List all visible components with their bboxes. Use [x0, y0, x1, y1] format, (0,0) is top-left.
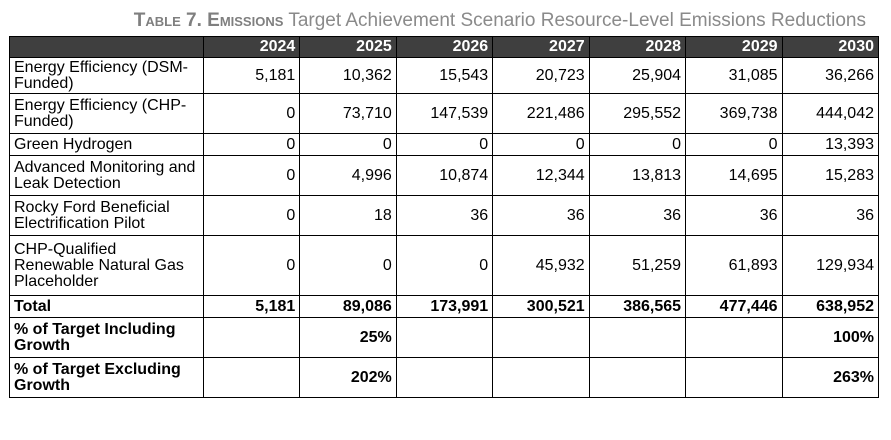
table-cell: 12,344: [493, 156, 589, 196]
table-cell: 221,486: [493, 94, 589, 134]
caption-prefix: Table 7. Emissions: [133, 10, 284, 31]
year-header: 2025: [300, 37, 396, 58]
table-cell: 300,521: [493, 296, 589, 318]
row-label: % of Target Excluding Growth: [10, 358, 204, 398]
table-cell: 263%: [782, 358, 878, 398]
year-header: 2024: [203, 37, 299, 58]
table-cell: 36: [493, 196, 589, 236]
table-cell: 31,085: [686, 58, 782, 94]
table-cell: [493, 318, 589, 358]
table-cell: 0: [493, 134, 589, 156]
table-cell: [203, 318, 299, 358]
row-label: CHP-Qualified Renewable Natural Gas Placeholder: [10, 236, 204, 296]
table-cell: 638,952: [782, 296, 878, 318]
table-cell: 0: [203, 134, 299, 156]
table-cell: 36: [589, 196, 685, 236]
table-cell: 147,539: [396, 94, 492, 134]
year-header: 2027: [493, 37, 589, 58]
table-cell: 0: [300, 236, 396, 296]
table-cell: 0: [203, 236, 299, 296]
row-label: Green Hydrogen: [10, 134, 204, 156]
table-cell: 0: [396, 236, 492, 296]
table-cell: 173,991: [396, 296, 492, 318]
year-header: 2028: [589, 37, 685, 58]
table-cell: 15,543: [396, 58, 492, 94]
table-caption: [0, 10, 866, 32]
table-cell: 25,904: [589, 58, 685, 94]
table-cell: 202%: [300, 358, 396, 398]
table-cell: 10,362: [300, 58, 396, 94]
table-cell: 0: [203, 94, 299, 134]
table-cell: 295,552: [589, 94, 685, 134]
pct-including-row: [10, 318, 879, 358]
table-cell: 0: [203, 196, 299, 236]
table-row: [10, 94, 879, 134]
row-label: Advanced Monitoring and Leak Detection: [10, 156, 204, 196]
table-cell: 45,932: [493, 236, 589, 296]
table-cell: [203, 358, 299, 398]
table-cell: 61,893: [686, 236, 782, 296]
table-cell: 5,181: [203, 58, 299, 94]
table-cell: 73,710: [300, 94, 396, 134]
row-label: Energy Efficiency (DSM-Funded): [10, 58, 204, 94]
table-cell: 20,723: [493, 58, 589, 94]
table-cell: 477,446: [686, 296, 782, 318]
table-cell: 36,266: [782, 58, 878, 94]
table-cell: [686, 358, 782, 398]
table-cell: [396, 318, 492, 358]
row-label: Rocky Ford Beneficial Electrification Pilot: [10, 196, 204, 236]
header-row: [10, 37, 879, 58]
year-header: 2029: [686, 37, 782, 58]
table-cell: 5,181: [203, 296, 299, 318]
table-cell: 13,393: [782, 134, 878, 156]
table-cell: 0: [300, 134, 396, 156]
table-cell: 89,086: [300, 296, 396, 318]
emissions-table: [9, 36, 879, 398]
table-cell: 36: [782, 196, 878, 236]
table-row: [10, 156, 879, 196]
table-cell: [396, 358, 492, 398]
table-cell: 444,042: [782, 94, 878, 134]
table-cell: 36: [396, 196, 492, 236]
table-cell: [589, 358, 685, 398]
table-row: [10, 196, 879, 236]
table-cell: 0: [686, 134, 782, 156]
year-header: 2030: [782, 37, 878, 58]
table-cell: 36: [686, 196, 782, 236]
table-cell: 51,259: [589, 236, 685, 296]
table-cell: 4,996: [300, 156, 396, 196]
table-row: [10, 134, 879, 156]
pct-excluding-row: [10, 358, 879, 398]
table-cell: [493, 358, 589, 398]
table-row: [10, 58, 879, 94]
table-cell: 369,738: [686, 94, 782, 134]
row-label: Energy Efficiency (CHP-Funded): [10, 94, 204, 134]
table-cell: 13,813: [589, 156, 685, 196]
table-cell: 18: [300, 196, 396, 236]
table-cell: 386,565: [589, 296, 685, 318]
table-cell: 0: [396, 134, 492, 156]
row-label: % of Target Including Growth: [10, 318, 204, 358]
year-header: 2026: [396, 37, 492, 58]
total-row: [10, 296, 879, 318]
table-cell: 10,874: [396, 156, 492, 196]
table-cell: 129,934: [782, 236, 878, 296]
table-cell: 15,283: [782, 156, 878, 196]
table-cell: 100%: [782, 318, 878, 358]
table-cell: 0: [203, 156, 299, 196]
table-cell: [589, 318, 685, 358]
caption-rest: Target Achievement Scenario Resource-Level Emissions Reductions: [283, 10, 866, 31]
row-label: Total: [10, 296, 204, 318]
table-cell: 0: [589, 134, 685, 156]
header-corner: [10, 37, 204, 58]
table-cell: [686, 318, 782, 358]
table-cell: 14,695: [686, 156, 782, 196]
table-cell: 25%: [300, 318, 396, 358]
table-row: [10, 236, 879, 296]
